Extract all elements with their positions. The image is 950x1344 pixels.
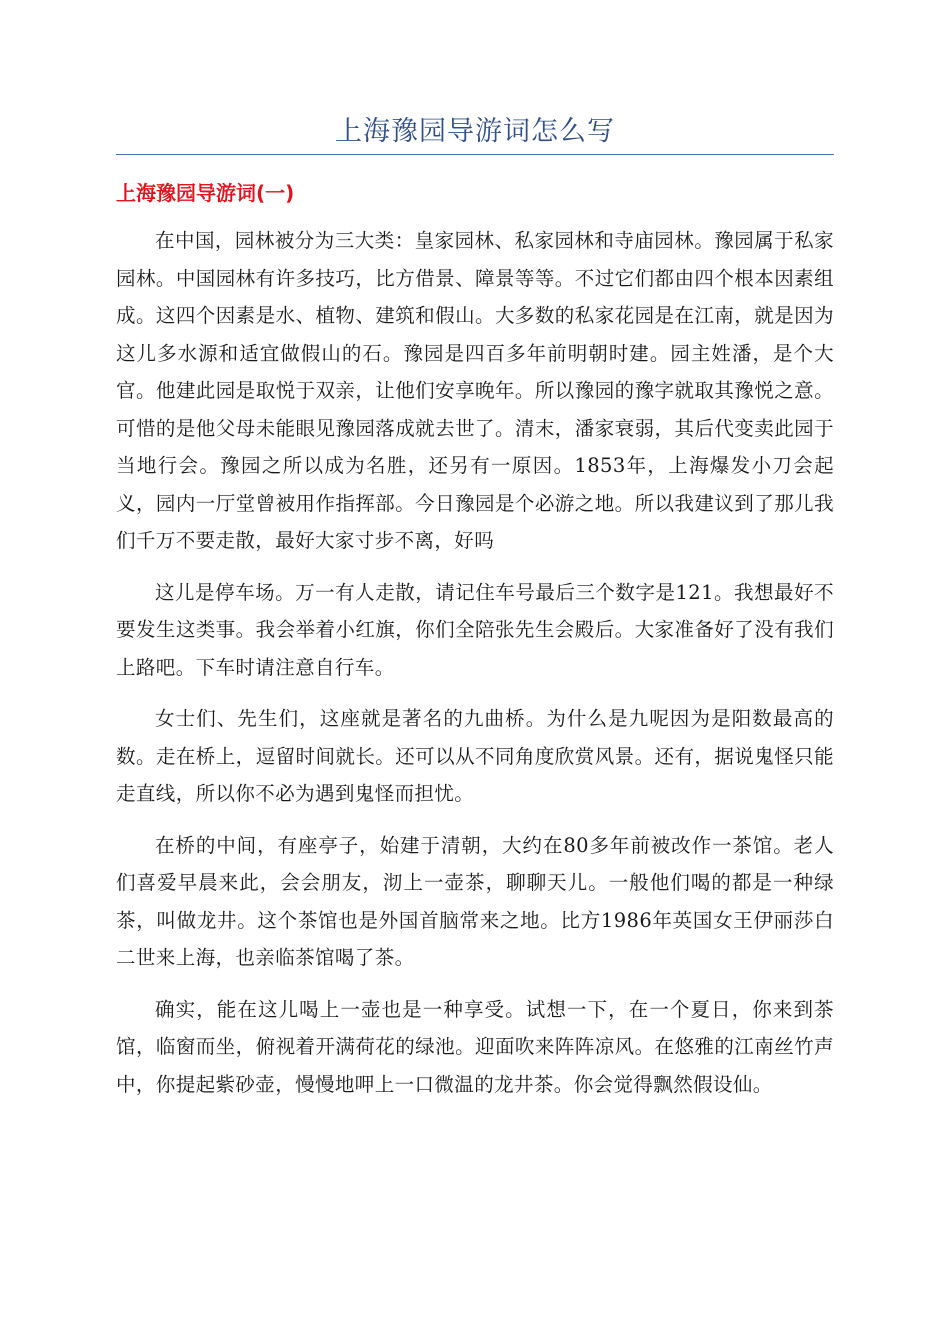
paragraph-5: 确实，能在这儿喝上一壶也是一种享受。试想一下，在一个夏日，你来到茶馆，临窗而坐，俯视着开满荷花的绿池。迎面吹来阵阵凉风。在悠雅的江南丝竹声中，你提起紫砂壶，慢慢地呷上一口微温的龙井茶。你会觉得飘然假设仙。 <box>116 997 834 1096</box>
title-underline-rule <box>116 154 834 155</box>
paragraph-4: 在桥的中间，有座亭子，始建于清朝，大约在80多年前被改作一茶馆。老人们喜爱早晨来此，会会朋友，沏上一壶茶，聊聊天儿。一般他们喝的都是一种绿茶，叫做龙井。这个茶馆也是外国首脑常来之地。比方1986年英国女王伊丽莎白二世来上海，也亲临茶馆喝了茶。 <box>116 833 834 969</box>
document-body <box>116 222 834 1117</box>
section-heading: 上海豫园导游词(一) <box>116 181 295 205</box>
document-title: 上海豫园导游词怎么写 <box>335 116 615 147</box>
paragraph-1: 在中国，园林被分为三大类：皇家园林、私家园林和寺庙园林。豫园属于私家园林。中国园林有许多技巧，比方借景、障景等等。不过它们都由四个根本因素组成。这四个因素是水、植物、建筑和假山。大多数的私家花园是在江南，就是因为这儿多水源和适宜做假山的石。豫园是四百多年前明朝时建。园主姓潘，是个大官。他建此园是取悦于双亲，让他们安享晚年。所以豫园的豫字就取其豫悦之意。可惜的是他父母未能眼见豫园落成就去世了。清末，潘家衰弱，其后代变卖此园于当地行会。豫园之所以成为名胜，还另有一原因。1853年，上海爆发小刀会起义，园内一厅堂曾被用作指挥部。今日豫园是个必游之地。所以我建议到了那儿我们千万不要走散，最好大家寸步不离，好吗 <box>116 229 834 552</box>
paragraph-2: 这儿是停车场。万一有人走散，请记住车号最后三个数字是121。我想最好不要发生这类事。我会举着小红旗，你们全陪张先生会殿后。大家准备好了没有我们上路吧。下车时请注意自行车。 <box>116 580 834 679</box>
paragraph-3: 女士们、先生们，这座就是著名的九曲桥。为什么是九呢因为是阳数最高的数。走在桥上，逗留时间就长。还可以从不同角度欣赏风景。还有，据说鬼怪只能走直线，所以你不必为遇到鬼怪而担忧。 <box>116 707 834 805</box>
